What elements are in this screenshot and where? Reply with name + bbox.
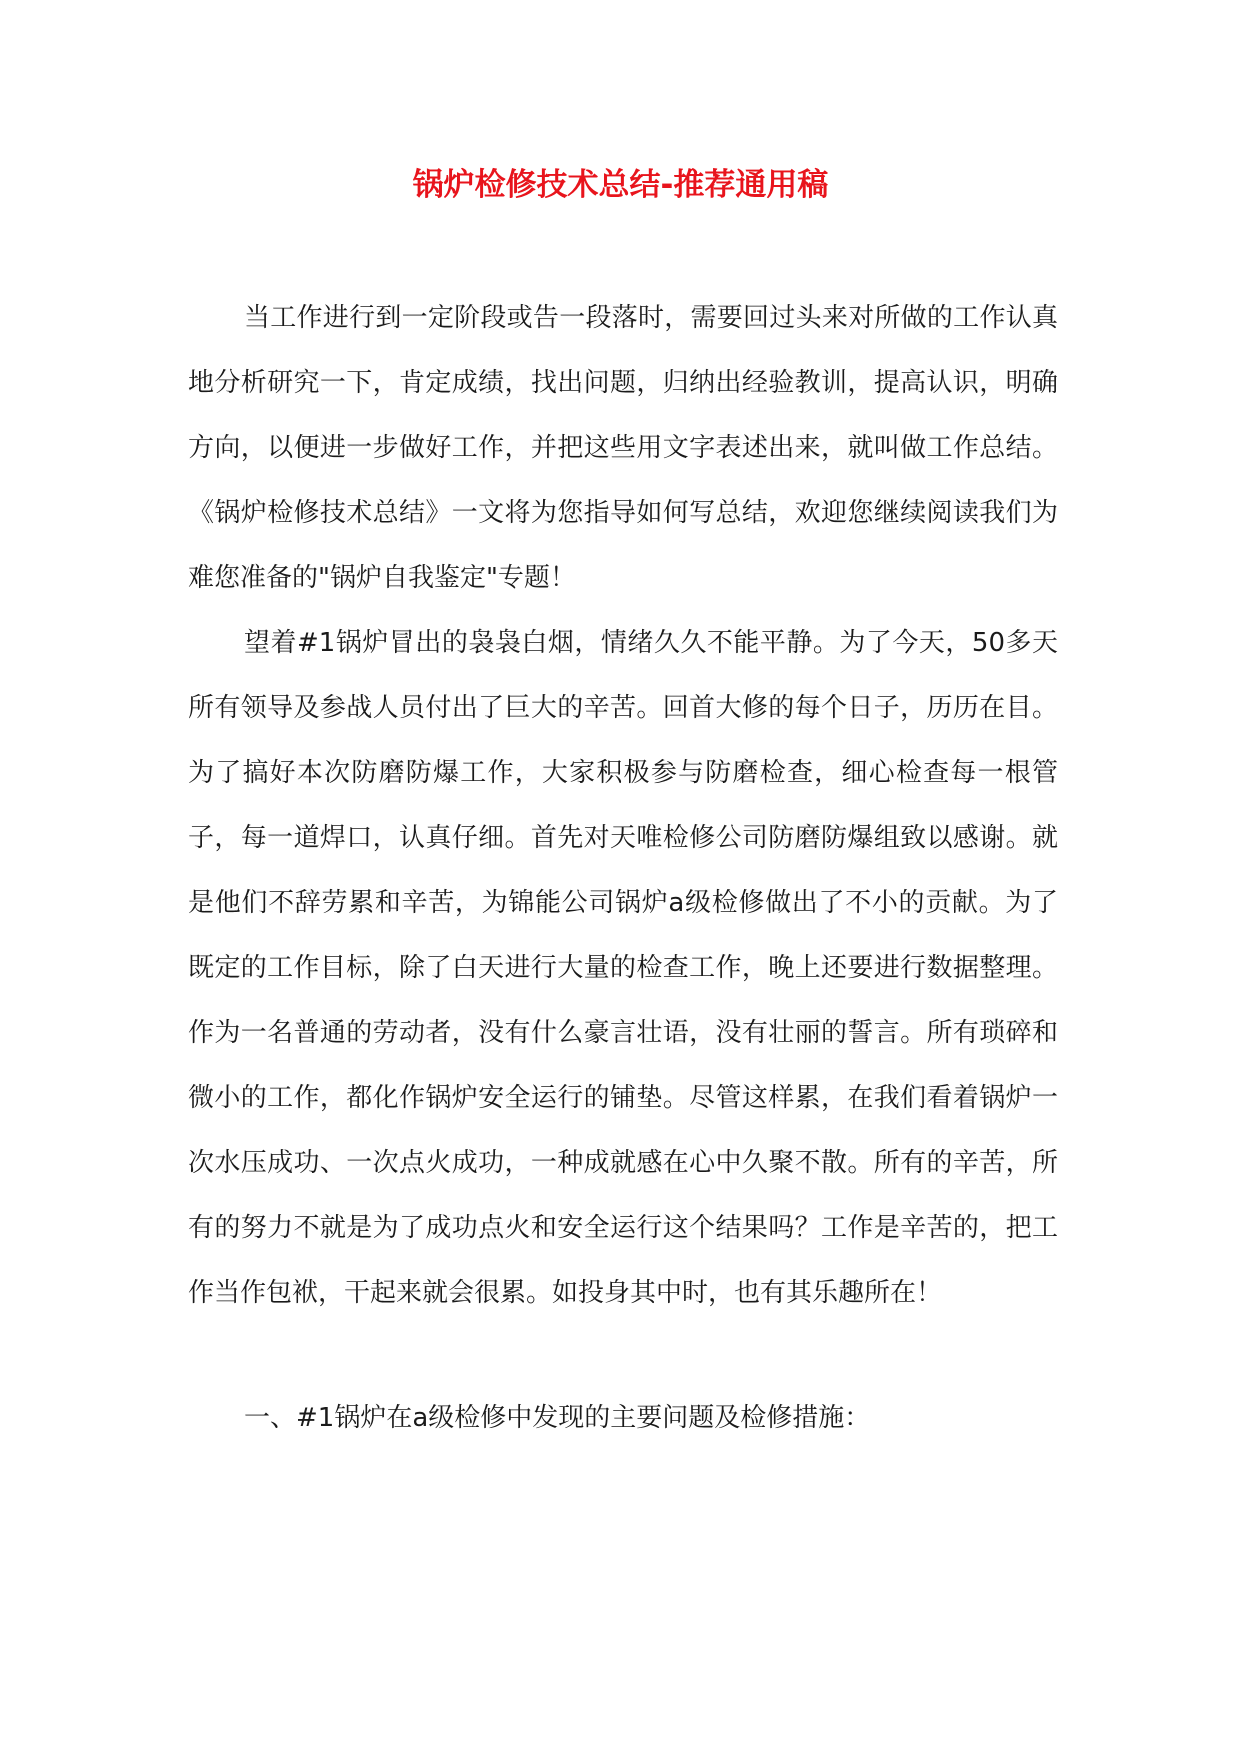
document-title: 锅炉检修技术总结-推荐通用稿 <box>412 167 829 203</box>
document-body <box>188 286 1058 1451</box>
section-heading: 一、#1锅炉在a级检修中发现的主要问题及检修措施： <box>244 1403 871 1433</box>
reflection-paragraph: 望着#1锅炉冒出的袅袅白烟，情绪久久不能平静。为了今天，50多天所有领导及参战人员付出了巨大的辛苦。回首大修的每个日子，历历在目。为了搞好本次防磨防爆工作，大家积极参与防磨检查，细心检查每一根管子，每一道焊口，认真仔细。首先对天唯检修公司防磨防爆组致以感谢。就是他们不辞劳累和辛苦，为锦能公司锅炉a级检修做出了不小的贡献。为了既定的工作目标，除了白天进行大量的检查工作，晚上还要进行数据整理。作为一名普通的劳动者，没有什么豪言壮语，没有壮丽的誓言。所有琐碎和微小的工作，都化作锅炉安全运行的铺垫。尽管这样累，在我们看着锅炉一次水压成功、一次点火成功，一种成就感在心中久聚不散。所有的辛苦，所有的努力不就是为了成功点火和安全运行这个结果吗？工作是辛苦的，把工作当作包袱，干起来就会很累。如投身其中时，也有其乐趣所在！ <box>188 628 1058 1308</box>
intro-paragraph: 当工作进行到一定阶段或告一段落时，需要回过头来对所做的工作认真地分析研究一下，肯定成绩，找出问题，归纳出经验教训，提高认识，明确方向，以便进一步做好工作，并把这些用文字表述出来，就叫做工作总结。《锅炉检修技术总结》一文将为您指导如何写总结，欢迎您继续阅读我们为难您准备的"锅炉自我鉴定"专题！ <box>188 303 1058 593</box>
